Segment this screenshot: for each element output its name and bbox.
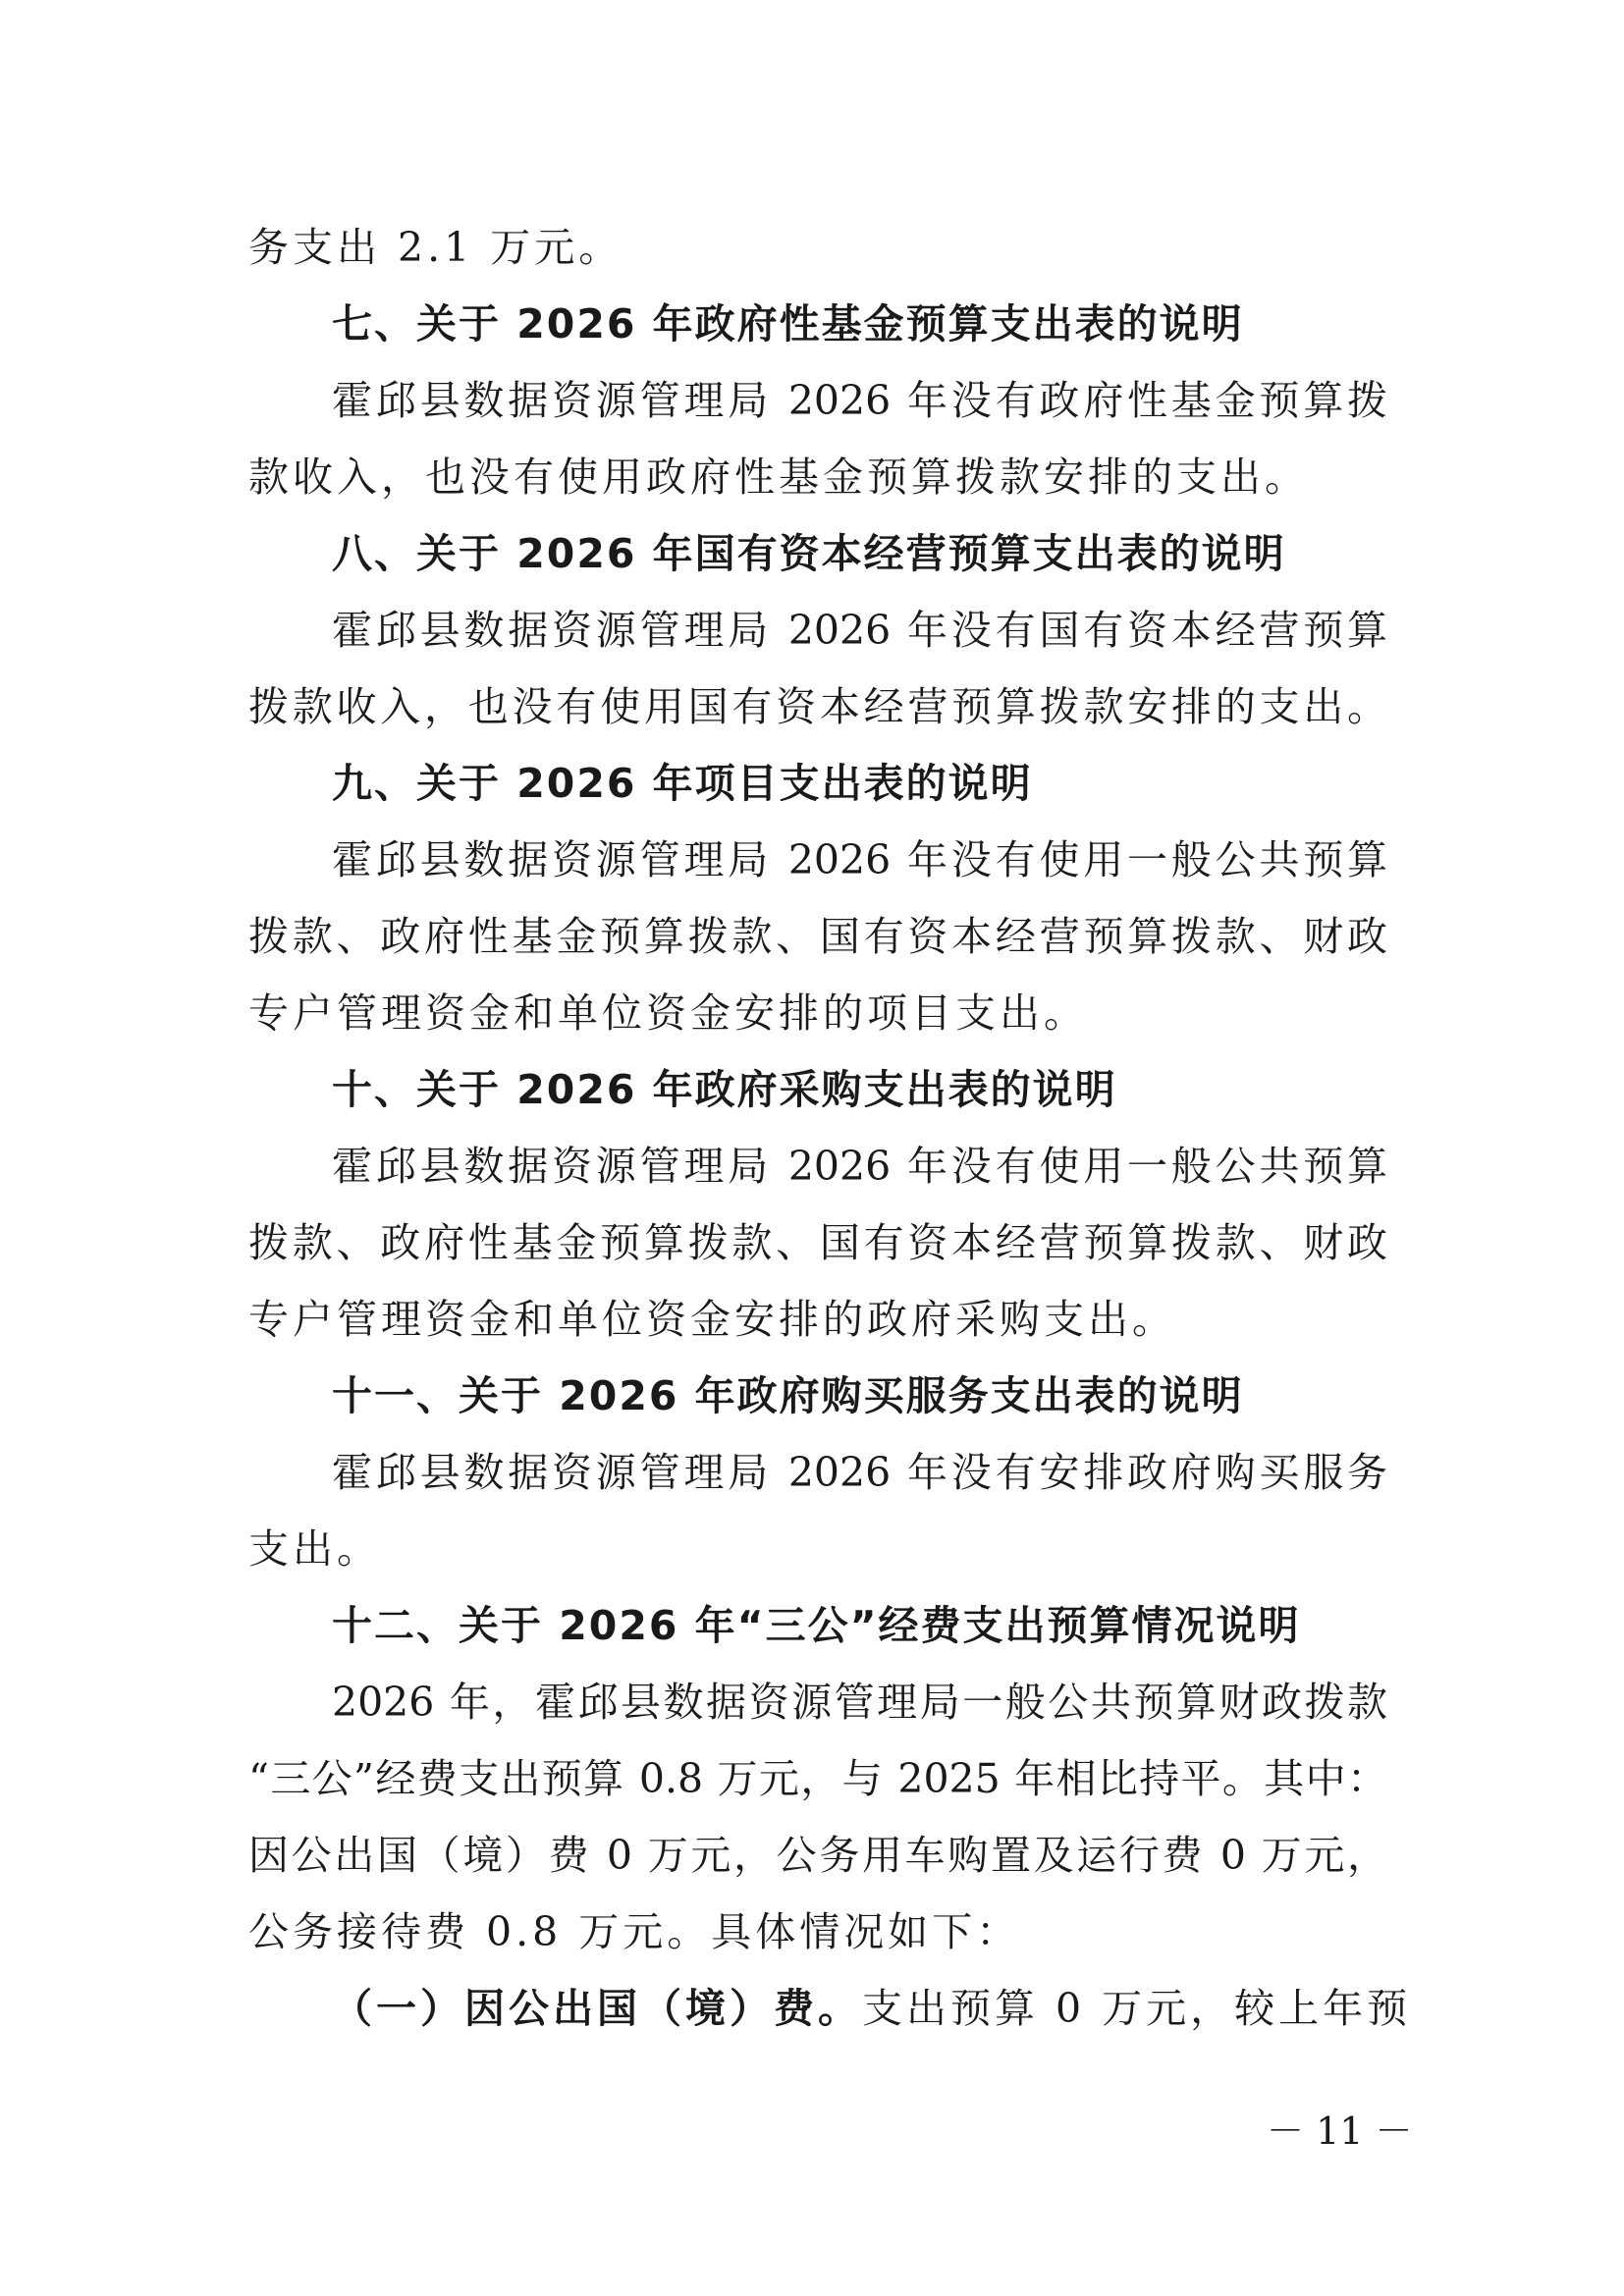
section-heading-seven: 七、关于 2026 年政府性基金预算支出表的说明: [332, 300, 1244, 347]
paragraph-line: “三公”经费支出预算 0.8 万元，与 2025 年相比持平。其中：: [248, 1755, 1387, 1802]
paragraph-line: 拨款、政府性基金预算拨款、国有资本经营预算拨款、财政: [248, 1219, 1387, 1266]
section-heading-eight: 八、关于 2026 年国有资本经营预算支出表的说明: [332, 530, 1286, 577]
paragraph-line: 2026 年，霍邱县数据资源管理局一般公共预算财政拨款: [332, 1679, 1387, 1726]
page-number: － 11 －: [1267, 2109, 1413, 2153]
section-heading-ten: 十、关于 2026 年政府采购支出表的说明: [332, 1066, 1117, 1113]
subsection-heading: （一）因公出国（境）费。: [332, 1985, 862, 2032]
paragraph-line: 公务接待费 0.8 万元。具体情况如下：: [248, 1908, 1021, 1955]
paragraph-line: 霍邱县数据资源管理局 2026 年没有国有资本经营预算: [332, 607, 1387, 654]
paragraph-line: 因公出国（境）费 0 万元，公务用车购置及运行费 0 万元，: [248, 1832, 1387, 1879]
subsection-text: 支出预算 0 万元，较上年预: [862, 1985, 1412, 2032]
section-heading-nine: 九、关于 2026 年项目支出表的说明: [332, 760, 1033, 807]
paragraph-line: 拨款、政府性基金预算拨款、国有资本经营预算拨款、财政: [248, 913, 1387, 960]
subsection-line: [332, 1979, 1412, 2038]
paragraph-line: 专户管理资金和单位资金安排的政府采购支出。: [248, 1296, 1176, 1343]
paragraph-line: 霍邱县数据资源管理局 2026 年没有使用一般公共预算: [332, 1143, 1387, 1190]
paragraph-line: 霍邱县数据资源管理局 2026 年没有安排政府购买服务: [332, 1449, 1387, 1496]
section-heading-twelve: 十二、关于 2026 年“三公”经费支出预算情况说明: [332, 1602, 1301, 1649]
paragraph-line: 专户管理资金和单位资金安排的项目支出。: [248, 989, 1088, 1037]
section-heading-eleven: 十一、关于 2026 年政府购买服务支出表的说明: [332, 1372, 1244, 1419]
paragraph-line: 支出。: [248, 1525, 381, 1573]
paragraph-line: 霍邱县数据资源管理局 2026 年没有使用一般公共预算: [332, 836, 1387, 883]
paragraph-continuation-line: 务支出 2.1 万元。: [248, 224, 623, 271]
paragraph-line: 拨款收入，也没有使用国有资本经营预算拨款安排的支出。: [248, 683, 1387, 730]
paragraph-line: 款收入，也没有使用政府性基金预算拨款安排的支出。: [248, 454, 1309, 501]
paragraph-line: 霍邱县数据资源管理局 2026 年没有政府性基金预算拨: [332, 377, 1387, 424]
